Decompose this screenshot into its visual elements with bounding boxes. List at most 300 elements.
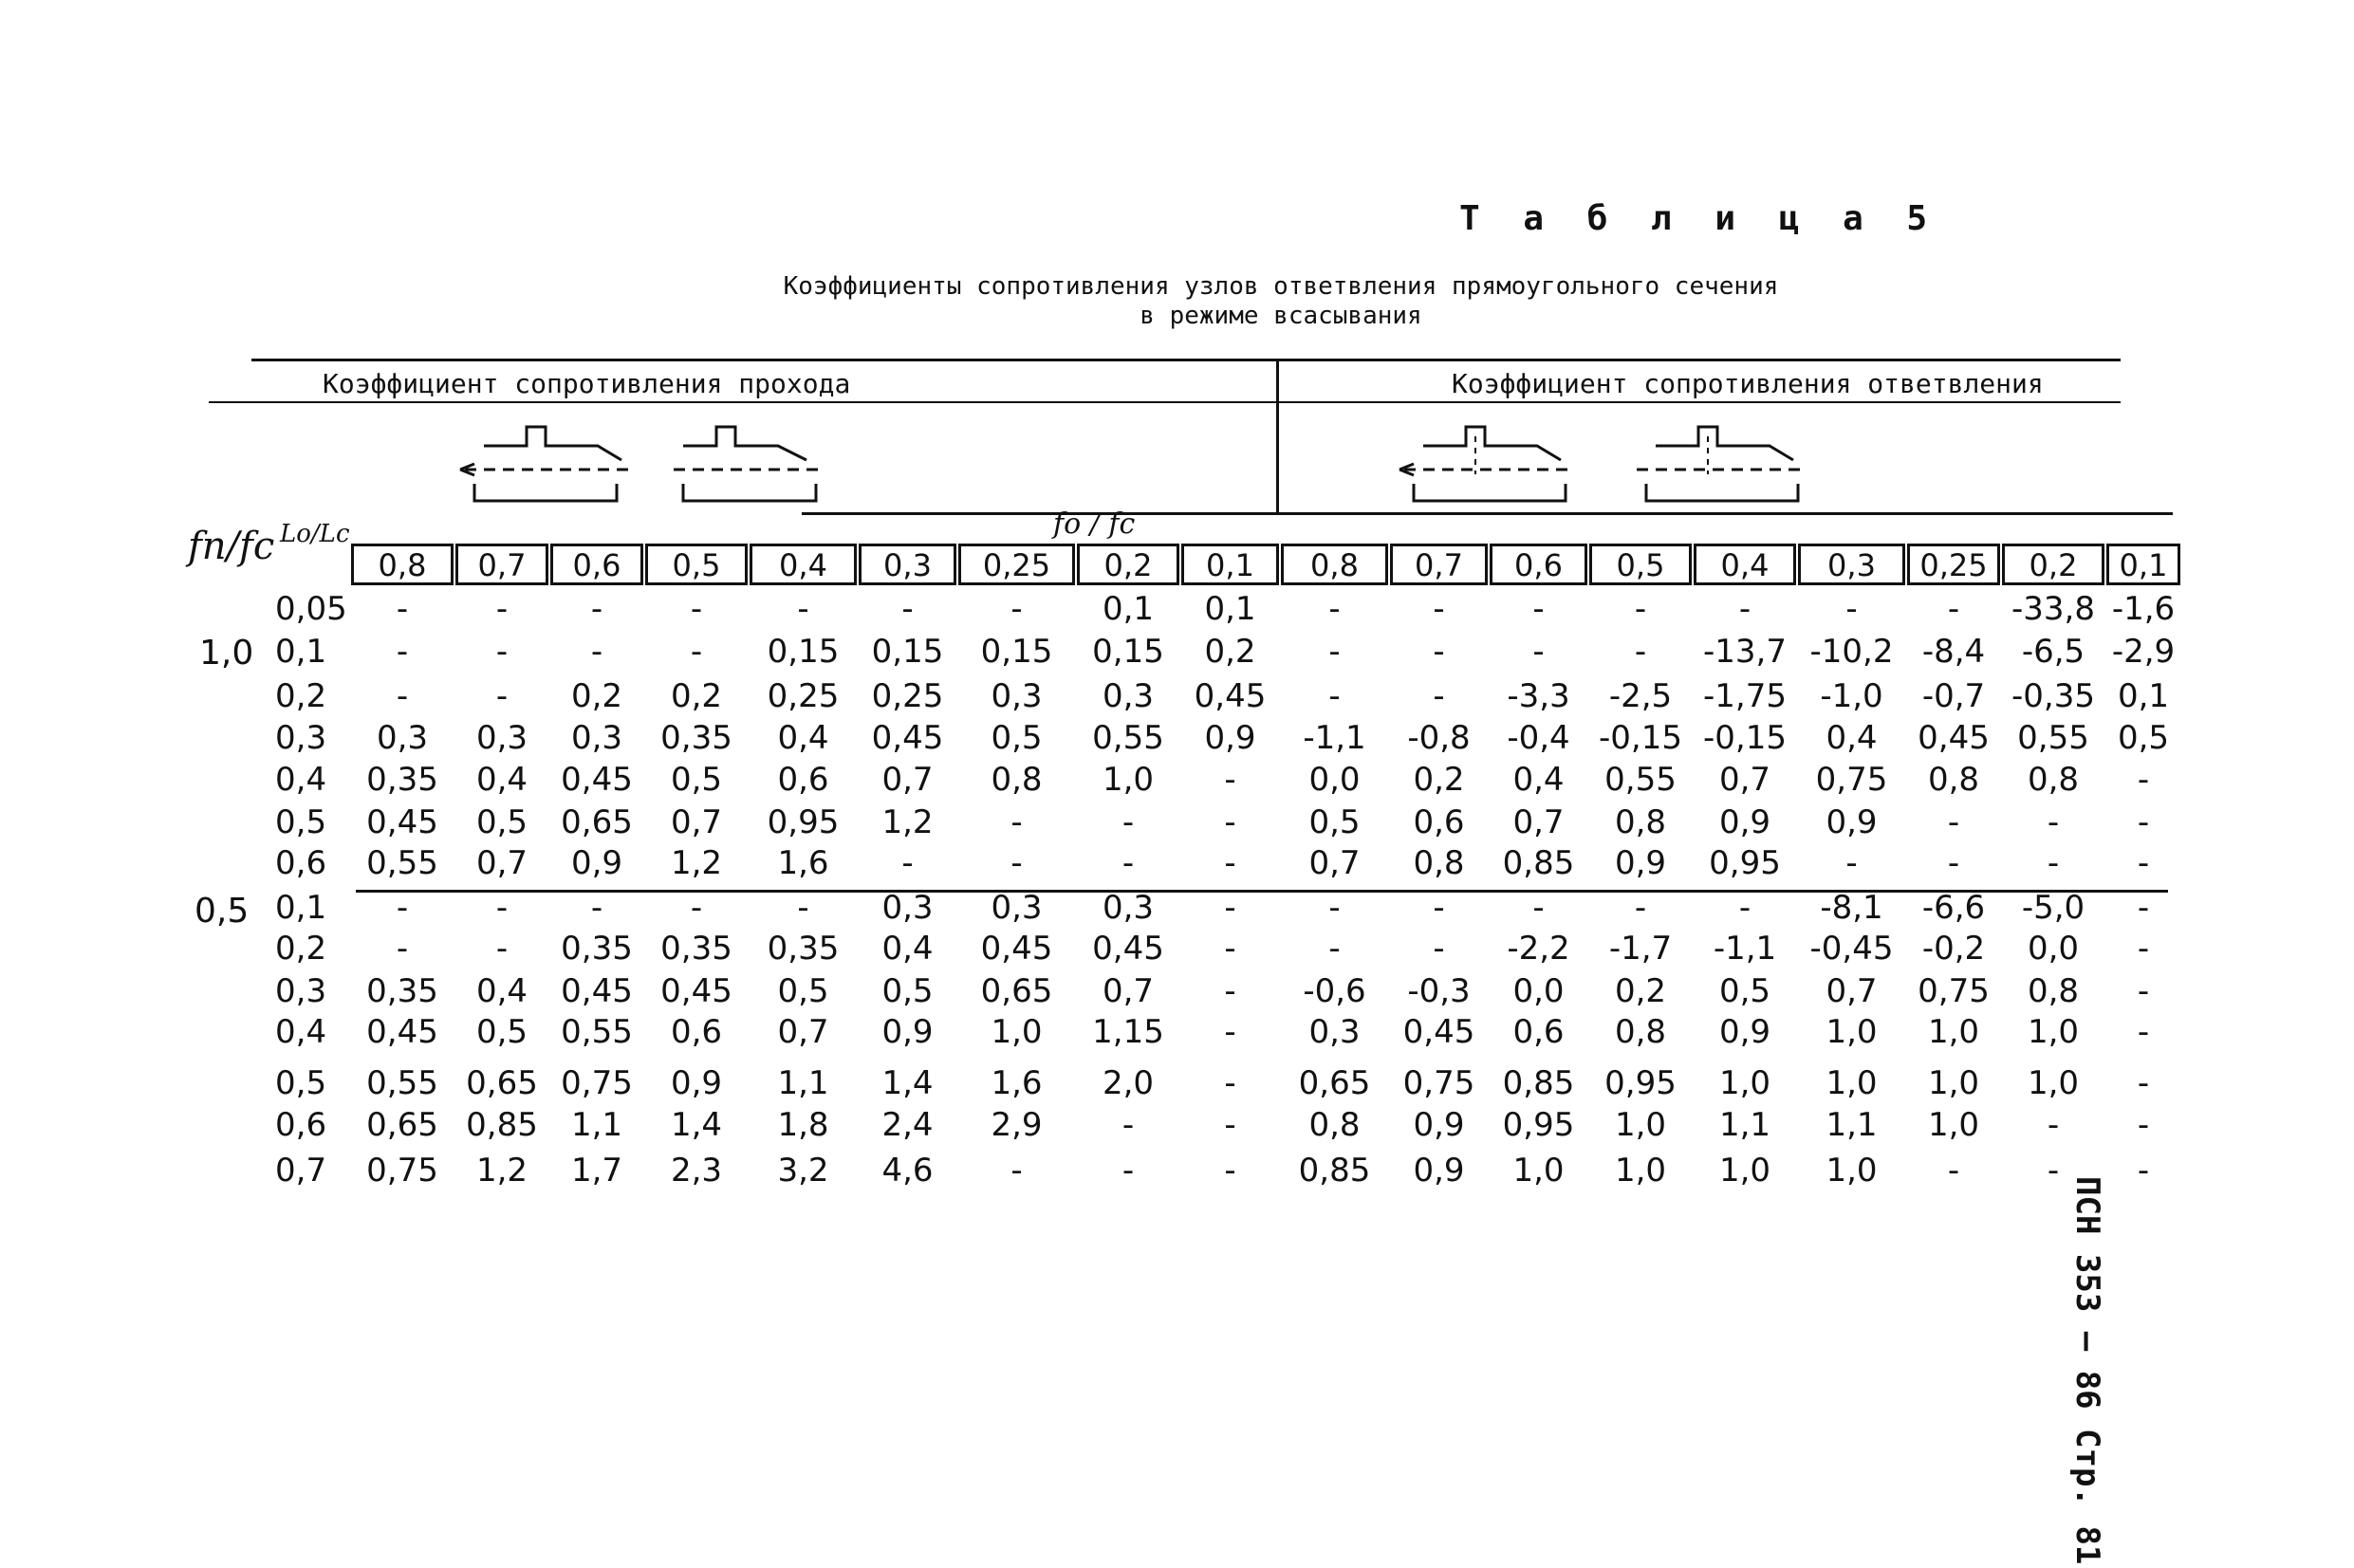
column-header-cell: 0,25 (958, 544, 1075, 585)
table-cell: - (396, 633, 409, 671)
table-cell: - (2137, 1064, 2150, 1102)
table-cell: 1,0 (1102, 761, 1155, 799)
table-cell: - (1532, 633, 1545, 671)
table-cell: 3,2 (777, 1152, 829, 1190)
table-cell: 0,55 (366, 844, 438, 882)
row-lo-label: 0,4 (275, 761, 327, 799)
table-subtitle-line2: в режиме всасывания (1140, 302, 1422, 330)
table-cell: - (1634, 590, 1647, 628)
table-cell: - (1224, 1064, 1236, 1102)
table-cell: 0,5 (777, 972, 829, 1010)
table-cell: 0,9 (570, 844, 623, 882)
table-cell: -6,6 (1921, 889, 1986, 927)
table-cell: - (1947, 803, 1960, 841)
table-cell: - (1224, 1152, 1236, 1190)
table-cell: - (2137, 761, 2150, 799)
table-cell: 0,5 (991, 719, 1043, 757)
table-cell: - (590, 590, 603, 628)
table-cell: 0,7 (777, 1013, 829, 1051)
table-cell: 0,8 (1614, 1013, 1667, 1051)
table-cell: - (690, 633, 703, 671)
ratio-fp-fc-label: fп/fс (188, 525, 275, 568)
row-lo-label: 0,6 (275, 1106, 327, 1144)
table-cell: 0,75 (561, 1064, 633, 1102)
table-cell: 2,3 (670, 1152, 723, 1190)
table-cell: 1,0 (1512, 1152, 1565, 1190)
table-cell: 0,6 (1413, 803, 1465, 841)
column-header-cell: 0,2 (1077, 544, 1179, 585)
table-cell: 0,9 (1718, 1013, 1771, 1051)
table-cell: 2,0 (1102, 1064, 1155, 1102)
table-cell: 0,8 (1614, 803, 1667, 841)
table-cell: 0,5 (475, 803, 528, 841)
table-cell: - (1634, 633, 1647, 671)
table-cell: - (1328, 930, 1341, 968)
row-lo-label: 0,1 (275, 633, 327, 671)
table-cell: - (1224, 761, 1236, 799)
table-cell: - (1433, 677, 1445, 715)
table-cell: 1,0 (1826, 1064, 1878, 1102)
table-cell: 0,45 (561, 761, 633, 799)
table-cell: -1,0 (1820, 677, 1883, 715)
table-cell: 0,5 (1718, 972, 1771, 1010)
table-cell: - (590, 889, 603, 927)
table-cell: 0,9 (1204, 719, 1256, 757)
table-cell: 1,0 (1826, 1152, 1878, 1190)
table-cell: 0,2 (1413, 761, 1465, 799)
passage-diagram-2 (664, 417, 835, 512)
table-cell: 0,7 (670, 803, 723, 841)
table-cell: 0,85 (466, 1106, 538, 1144)
table-cell: - (2137, 1013, 2150, 1051)
table-cell: 0,4 (475, 761, 528, 799)
column-header-cell: 0,6 (550, 544, 643, 585)
table-cell: 1,0 (1614, 1106, 1667, 1144)
table-cell: -8,4 (1921, 633, 1986, 671)
table-cell: - (690, 590, 703, 628)
table-cell: -13,7 (1703, 633, 1787, 671)
table-cell: - (495, 590, 509, 628)
table-cell: -6,5 (2021, 633, 2085, 671)
column-header-cell: 0,3 (1798, 544, 1905, 585)
table-cell: 0,4 (881, 930, 934, 968)
table-cell: - (2137, 1152, 2150, 1190)
table-title: Т а б л и ц а 5 (1459, 199, 1939, 238)
section-divider (1276, 359, 1279, 512)
table-cell: 0,45 (871, 719, 944, 757)
table-cell: - (1738, 889, 1752, 927)
table-cell: - (1947, 590, 1960, 628)
table-cell: 0,7 (1102, 972, 1155, 1010)
table-cell: 0,45 (1092, 930, 1164, 968)
table-cell: 1,2 (475, 1152, 528, 1190)
table-cell: - (495, 889, 509, 927)
column-header-cell: 0,25 (1907, 544, 2000, 585)
table-cell: 0,4 (1512, 761, 1565, 799)
table-cell: 0,3 (1102, 677, 1155, 715)
row-lo-label: 0,05 (275, 590, 347, 628)
table-cell: - (1433, 930, 1445, 968)
group-label-2: 0,5 (195, 892, 250, 931)
table-cell: 0,9 (881, 1013, 934, 1051)
column-header-cell: 0,8 (1281, 544, 1388, 585)
column-header-cell: 0,4 (1694, 544, 1796, 585)
table-cell: 0,2 (1204, 633, 1256, 671)
row-lo-label: 0,5 (275, 803, 327, 841)
column-header-cell: 0,3 (859, 544, 956, 585)
table-cell: 0,65 (466, 1064, 538, 1102)
heading-under-rule (209, 401, 2121, 403)
table-cell: -2,2 (1507, 930, 1570, 968)
table-cell: - (1532, 590, 1545, 628)
table-cell: 0,95 (767, 803, 840, 841)
table-cell: - (690, 889, 703, 927)
left-section-heading: Коэффициент сопротивления прохода (323, 368, 851, 399)
table-cell: 0,45 (660, 972, 732, 1010)
table-cell: 1,1 (1718, 1106, 1771, 1144)
table-cell: 0,1 (1204, 590, 1256, 628)
table-cell: - (1328, 889, 1341, 927)
table-cell: 0,15 (1092, 633, 1164, 671)
column-header-cell: 0,7 (1390, 544, 1488, 585)
table-cell: -1,75 (1703, 677, 1787, 715)
table-cell: 0,95 (1604, 1064, 1677, 1102)
table-cell: 1,15 (1092, 1013, 1164, 1051)
table-cell: 0,7 (881, 761, 934, 799)
table-cell: 0,4 (1826, 719, 1878, 757)
table-cell: 0,5 (881, 972, 934, 1010)
document-code: ПСН 353 – 86 Стр. 81 (2068, 1176, 2106, 1565)
table-cell: 0,8 (2027, 972, 2080, 1010)
column-header-cell: 0,7 (455, 544, 548, 585)
table-cell: - (495, 677, 509, 715)
column-header-cell: 0,6 (1490, 544, 1587, 585)
table-cell: -0,3 (1407, 972, 1471, 1010)
table-cell: - (396, 677, 409, 715)
table-cell: - (1433, 889, 1445, 927)
table-cell: 0,15 (871, 633, 944, 671)
table-cell: - (1845, 844, 1858, 882)
table-cell: - (797, 590, 809, 628)
table-cell: 0,5 (1308, 803, 1361, 841)
table-cell: - (1224, 930, 1236, 968)
table-cell: -10,2 (1809, 633, 1894, 671)
table-cell: - (1010, 1152, 1023, 1190)
table-cell: 1,4 (881, 1064, 934, 1102)
table-cell: - (2047, 1106, 2060, 1144)
table-cell: - (2047, 844, 2060, 882)
table-cell: 0,5 (670, 761, 723, 799)
table-cell: 0,95 (1502, 1106, 1575, 1144)
table-cell: 0,75 (1815, 761, 1888, 799)
column-header-cell: 0,1 (2106, 544, 2180, 585)
row-lo-label: 0,6 (275, 844, 327, 882)
table-cell: 0,9 (1413, 1152, 1465, 1190)
table-cell: 0,0 (1512, 972, 1565, 1010)
table-cell: 0,85 (1502, 844, 1575, 882)
table-cell: -8,1 (1820, 889, 1883, 927)
table-cell: 0,65 (980, 972, 1053, 1010)
table-cell: 0,3 (1102, 889, 1155, 927)
table-cell: - (1328, 633, 1341, 671)
table-cell: 0,0 (1308, 761, 1361, 799)
table-cell: - (1947, 844, 1960, 882)
table-cell: - (590, 633, 603, 671)
table-cell: 0,6 (670, 1013, 723, 1051)
table-cell: 0,4 (777, 719, 829, 757)
table-cell: - (2137, 889, 2150, 927)
table-cell: 0,3 (1308, 1013, 1361, 1051)
table-cell: - (1532, 889, 1545, 927)
table-cell: 0,8 (1308, 1106, 1361, 1144)
table-cell: - (2047, 803, 2060, 841)
table-cell: 0,9 (1718, 803, 1771, 841)
table-cell: -1,1 (1713, 930, 1777, 968)
table-cell: - (1010, 803, 1023, 841)
row-lo-label: 0,5 (275, 1064, 327, 1102)
table-cell: 0,3 (881, 889, 934, 927)
table-cell: 0,45 (1402, 1013, 1475, 1051)
ratio-fo-fc-label: fо / fс (1053, 507, 1136, 541)
table-cell: 0,45 (1918, 719, 1990, 757)
table-cell: - (901, 590, 914, 628)
group-label-1: 1,0 (199, 634, 254, 673)
table-cell: - (2137, 930, 2150, 968)
table-cell: -1,1 (1303, 719, 1366, 757)
table-cell: 0,45 (366, 1013, 438, 1051)
table-cell: 0,6 (777, 761, 829, 799)
table-cell: 0,75 (1402, 1064, 1475, 1102)
table-cell: 0,65 (561, 803, 633, 841)
column-header-cell: 0,5 (1589, 544, 1692, 585)
table-cell: -2,9 (2111, 633, 2176, 671)
table-cell: - (1224, 972, 1236, 1010)
table-cell: 0,15 (980, 633, 1053, 671)
table-cell: 0,8 (2027, 761, 2080, 799)
table-cell: - (1121, 844, 1135, 882)
column-header-cell: 0,4 (750, 544, 857, 585)
table-cell: 0,9 (670, 1064, 723, 1102)
table-cell: - (1121, 803, 1135, 841)
table-cell: - (1224, 1013, 1236, 1051)
row-lo-label: 0,7 (275, 1152, 327, 1190)
table-cell: - (1947, 1152, 1960, 1190)
table-cell: - (396, 590, 409, 628)
table-cell: - (1224, 889, 1236, 927)
table-cell: - (2047, 1152, 2060, 1190)
table-cell: 0,8 (1927, 761, 1980, 799)
table-cell: 0,1 (2117, 677, 2170, 715)
table-cell: 0,3 (570, 719, 623, 757)
table-cell: - (1121, 1152, 1135, 1190)
header-top-rule (802, 512, 2173, 515)
table-cell: 0,8 (1413, 844, 1465, 882)
table-cell: 0,35 (660, 930, 732, 968)
table-cell: 0,65 (1298, 1064, 1371, 1102)
table-cell: 0,55 (1092, 719, 1164, 757)
row-lo-label: 0,3 (275, 972, 327, 1010)
table-cell: 0,95 (1709, 844, 1781, 882)
table-cell: 0,9 (1826, 803, 1878, 841)
table-cell: 1,8 (777, 1106, 829, 1144)
table-cell: - (2137, 803, 2150, 841)
table-cell: - (1634, 889, 1647, 927)
table-cell: - (1121, 1106, 1135, 1144)
table-cell: 0,55 (561, 1013, 633, 1051)
table-cell: 0,3 (991, 677, 1043, 715)
row-lo-label: 0,3 (275, 719, 327, 757)
column-header-cell: 0,1 (1181, 544, 1279, 585)
table-cell: - (1224, 803, 1236, 841)
table-cell: - (1845, 590, 1858, 628)
table-cell: 1,6 (777, 844, 829, 882)
table-cell: - (1328, 590, 1341, 628)
table-cell: 0,5 (475, 1013, 528, 1051)
table-cell: 0,45 (366, 803, 438, 841)
table-cell: 4,6 (881, 1152, 934, 1190)
table-cell: 0,7 (1826, 972, 1878, 1010)
table-cell: 0,5 (2117, 719, 2170, 757)
table-cell: - (396, 889, 409, 927)
table-cell: 0,0 (2027, 930, 2080, 968)
table-cell: -0,15 (1703, 719, 1787, 757)
table-cell: -0,8 (1407, 719, 1471, 757)
table-cell: 1,0 (991, 1013, 1043, 1051)
table-cell: 1,1 (1826, 1106, 1878, 1144)
table-cell: - (1433, 590, 1445, 628)
table-cell: 0,55 (1604, 761, 1677, 799)
table-cell: 0,7 (1512, 803, 1565, 841)
table-cell: - (2137, 844, 2150, 882)
table-cell: 0,2 (570, 677, 623, 715)
table-cell: -0,4 (1507, 719, 1570, 757)
table-cell: -0,15 (1599, 719, 1682, 757)
row-lo-label: 0,4 (275, 1013, 327, 1051)
table-cell: 1,1 (777, 1064, 829, 1102)
table-cell: 0,35 (767, 930, 840, 968)
table-cell: 0,15 (767, 633, 840, 671)
table-cell: -0,35 (2011, 677, 2095, 715)
table-cell: -0,6 (1303, 972, 1366, 1010)
table-cell: -1,7 (1608, 930, 1673, 968)
table-cell: 2,4 (881, 1106, 934, 1144)
table-cell: 0,65 (366, 1106, 438, 1144)
column-header-cell: 0,5 (645, 544, 748, 585)
table-cell: 1,0 (1614, 1152, 1667, 1190)
table-cell: 0,25 (767, 677, 840, 715)
table-cell: 1,0 (1718, 1064, 1771, 1102)
table-cell: 1,0 (1927, 1106, 1980, 1144)
table-cell: -3,3 (1507, 677, 1570, 715)
table-cell: 0,55 (2017, 719, 2089, 757)
table-cell: 0,85 (1298, 1152, 1371, 1190)
table-cell: 1,0 (1927, 1013, 1980, 1051)
table-cell: 0,7 (1308, 844, 1361, 882)
table-subtitle-line1: Коэффициенты сопротивления узлов ответвления прямоугольного сечения (783, 272, 1779, 301)
table-cell: -2,5 (1608, 677, 1673, 715)
branch-diagram-2 (1627, 417, 1817, 512)
table-cell: 1,0 (1826, 1013, 1878, 1051)
table-cell: 1,0 (1718, 1152, 1771, 1190)
table-cell: 0,2 (1614, 972, 1667, 1010)
table-cell: -0,7 (1921, 677, 1986, 715)
table-cell: 0,7 (1718, 761, 1771, 799)
table-cell: -0,45 (1809, 930, 1894, 968)
ratio-lo-lc-label: Lо/Lс (280, 520, 350, 548)
table-cell: 0,6 (1512, 1013, 1565, 1051)
table-cell: 0,7 (475, 844, 528, 882)
table-cell: - (1010, 590, 1023, 628)
table-cell: - (495, 633, 509, 671)
table-cell: 0,45 (1194, 677, 1267, 715)
table-cell: 0,35 (366, 761, 438, 799)
passage-diagram-1 (455, 417, 645, 512)
table-cell: 0,1 (1102, 590, 1155, 628)
table-cell: 0,25 (871, 677, 944, 715)
table-cell: 1,0 (1927, 1064, 1980, 1102)
table-cell: 0,4 (475, 972, 528, 1010)
table-cell: 0,45 (980, 930, 1053, 968)
table-cell: 0,9 (1614, 844, 1667, 882)
table-cell: -33,8 (2011, 590, 2095, 628)
table-cell: 1,6 (991, 1064, 1043, 1102)
table-cell: 0,75 (366, 1152, 438, 1190)
table-top-rule (251, 359, 2121, 361)
table-cell: - (2137, 1106, 2150, 1144)
column-header-cell: 0,8 (351, 544, 454, 585)
table-cell: 0,45 (561, 972, 633, 1010)
table-cell: 0,8 (991, 761, 1043, 799)
table-cell: 1,7 (570, 1152, 623, 1190)
table-cell: - (495, 930, 509, 968)
table-cell: - (396, 930, 409, 968)
table-cell: -1,6 (2111, 590, 2176, 628)
right-section-heading: Коэффициент сопротивления ответвления (1452, 368, 2044, 399)
table-cell: - (1224, 1106, 1236, 1144)
table-cell: -0,2 (1921, 930, 1986, 968)
table-cell: 0,35 (366, 972, 438, 1010)
table-cell: 1,2 (670, 844, 723, 882)
table-cell: 2,9 (991, 1106, 1043, 1144)
table-cell: 0,35 (660, 719, 732, 757)
table-cell: - (901, 844, 914, 882)
table-cell: 1,0 (2027, 1064, 2080, 1102)
table-cell: - (797, 889, 809, 927)
table-cell: -5,0 (2021, 889, 2085, 927)
table-cell: 0,35 (561, 930, 633, 968)
table-cell: 0,85 (1502, 1064, 1575, 1102)
row-lo-label: 0,2 (275, 677, 327, 715)
table-cell: - (1433, 633, 1445, 671)
row-lo-label: 0,2 (275, 930, 327, 968)
table-cell: 0,3 (991, 889, 1043, 927)
column-header-cell: 0,2 (2002, 544, 2104, 585)
table-cell: 0,9 (1413, 1106, 1465, 1144)
table-cell: 0,55 (366, 1064, 438, 1102)
table-cell: - (2137, 972, 2150, 1010)
table-cell: 0,2 (670, 677, 723, 715)
table-cell: 0,3 (376, 719, 429, 757)
table-cell: 0,3 (475, 719, 528, 757)
table-cell: 1,0 (2027, 1013, 2080, 1051)
branch-diagram-1 (1395, 417, 1585, 512)
table-cell: 1,2 (881, 803, 934, 841)
table-cell: - (1738, 590, 1752, 628)
table-cell: 0,75 (1918, 972, 1990, 1010)
table-cell: - (1010, 844, 1023, 882)
table-cell: - (1328, 677, 1341, 715)
table-cell: 1,4 (670, 1106, 723, 1144)
